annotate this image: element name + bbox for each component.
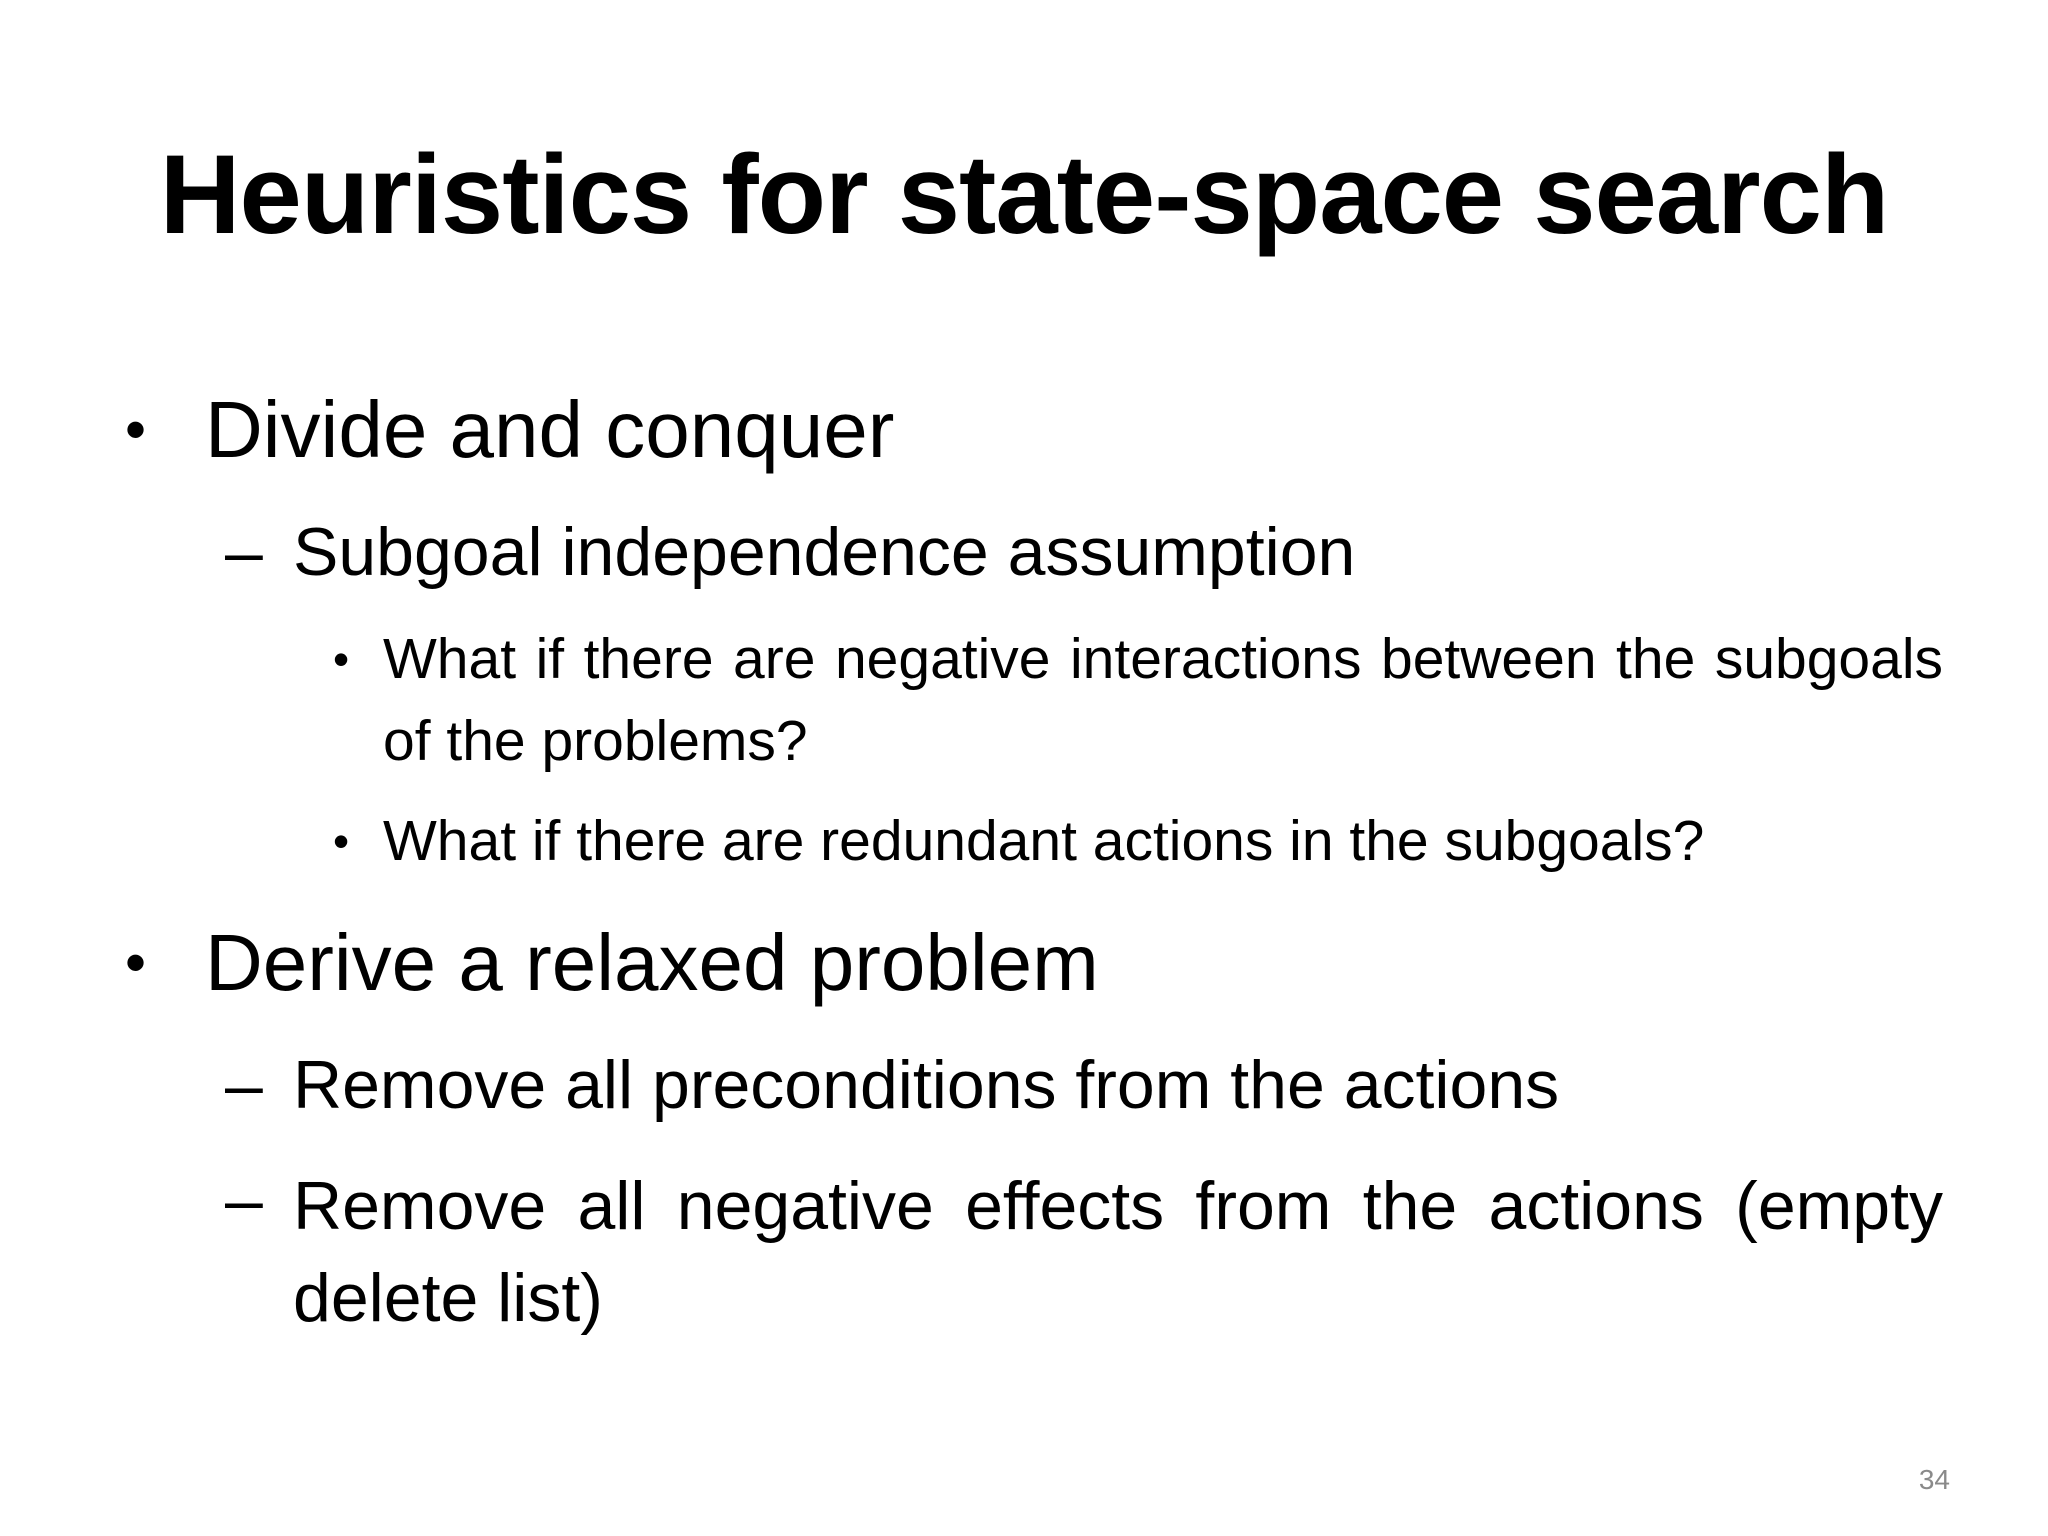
slide-title: Heuristics for state-space search bbox=[159, 132, 1889, 257]
bullet-level3-negative-interactions bbox=[333, 618, 1943, 782]
bullet-marker: • bbox=[333, 815, 350, 867]
bullet-text: Remove all preconditions from the actions bbox=[293, 1047, 1560, 1123]
bullet-marker: • bbox=[125, 929, 147, 996]
bullet-text: Subgoal independence assumption bbox=[293, 514, 1356, 590]
bullet-level1-divide-and-conquer bbox=[125, 385, 894, 475]
bullet-level2-subgoal-independence bbox=[225, 512, 1943, 592]
bullet-level2-remove-negative-effects bbox=[225, 1160, 1943, 1344]
bullet-text: Derive a relaxed problem bbox=[205, 918, 1099, 1007]
bullet-level3-redundant-actions bbox=[333, 800, 1943, 882]
bullet-text: What if there are negative interactions between the subgoals of the problems? bbox=[383, 627, 1943, 773]
bullet-text: Divide and conquer bbox=[205, 385, 895, 474]
bullet-level2-remove-preconditions bbox=[225, 1045, 1943, 1125]
bullet-text: What if there are redundant actions in the subgoals? bbox=[383, 809, 1705, 873]
bullet-text: Remove all negative effects from the actions (empty delete list) bbox=[293, 1168, 1943, 1336]
bullet-marker: • bbox=[333, 633, 350, 685]
page-number: 34 bbox=[1918, 1464, 1950, 1495]
dash-marker: – bbox=[225, 1162, 263, 1238]
dash-marker: – bbox=[225, 1047, 263, 1123]
dash-marker: – bbox=[225, 514, 263, 590]
bullet-level1-relaxed-problem bbox=[125, 918, 1099, 1008]
bullet-marker: • bbox=[125, 396, 147, 463]
